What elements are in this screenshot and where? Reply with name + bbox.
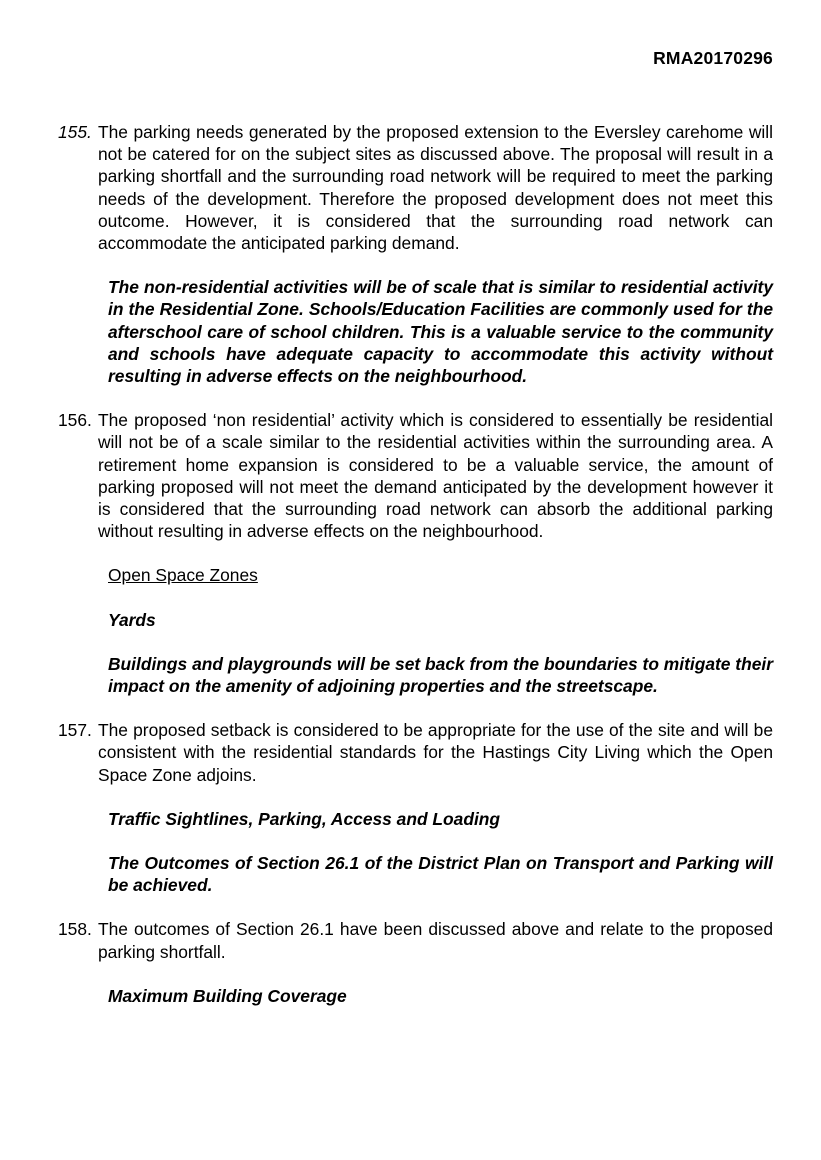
paragraph-number: 155. xyxy=(58,122,92,142)
section-heading-open-space-zones: Open Space Zones xyxy=(108,565,258,586)
paragraph-number: 158. xyxy=(58,919,92,940)
document-body xyxy=(58,121,773,1029)
paragraph-text: The parking needs generated by the proposed extension to the Eversley carehome will not be catered for on the subject sites as discussed above. The proposal will result in a parking shortfall and the surrounding road network will be required to meet the parking needs of the development. Therefore the proposed development does not meet this outcome. However, it is considered that the surrounding road network can accommodate the anticipated parking demand. xyxy=(98,122,773,254)
paragraph-text: The proposed ‘non residential’ activity which is considered to essentially be residential will not be of a scale similar to the residential activities within the surrounding area. A retirement home expansion is considered to be a valuable service, the amount of parking proposed will not meet the demand anticipated by the development however it is considered that the surrounding road network can absorb the additional parking without resulting in adverse effects on the neighbourhood. xyxy=(98,410,773,542)
policy-statement-non-residential: The non-residential activities will be of scale that is similar to residential activity in the Residential Zone. Schools/Education Facilities are commonly used for the afterschool care of school children. This is a valuable service to the community and schools have adequate capacity to accommodate this activity without resulting in adverse effects on the neighbourhood. xyxy=(108,277,773,387)
paragraph-text: The outcomes of Section 26.1 have been discussed above and relate to the proposed parking shortfall. xyxy=(98,919,773,962)
subheading-traffic-sightlines: Traffic Sightlines, Parking, Access and Loading xyxy=(108,808,501,829)
policy-statement-transport: The Outcomes of Section 26.1 of the District Plan on Transport and Parking will be achieved. xyxy=(108,853,773,896)
paragraph-156 xyxy=(58,409,773,542)
paragraph-155 xyxy=(58,121,773,254)
paragraph-text: The proposed setback is considered to be appropriate for the use of the site and will be consistent with the residential standards for the Hastings City Living which the Open Space Zone adjoins. xyxy=(98,720,773,785)
paragraph-157 xyxy=(58,719,773,786)
policy-statement-yards: Buildings and playgrounds will be set back from the boundaries to mitigate their impact on the amenity of adjoining properties and the streetscape. xyxy=(108,653,773,697)
paragraph-number: 157. xyxy=(58,720,92,741)
subheading-maximum-building-coverage: Maximum Building Coverage xyxy=(108,985,347,1006)
paragraph-158 xyxy=(58,918,773,962)
paragraph-number: 156. xyxy=(58,410,92,431)
subheading-yards: Yards xyxy=(108,609,156,630)
document-reference: RMA20170296 xyxy=(653,48,773,68)
